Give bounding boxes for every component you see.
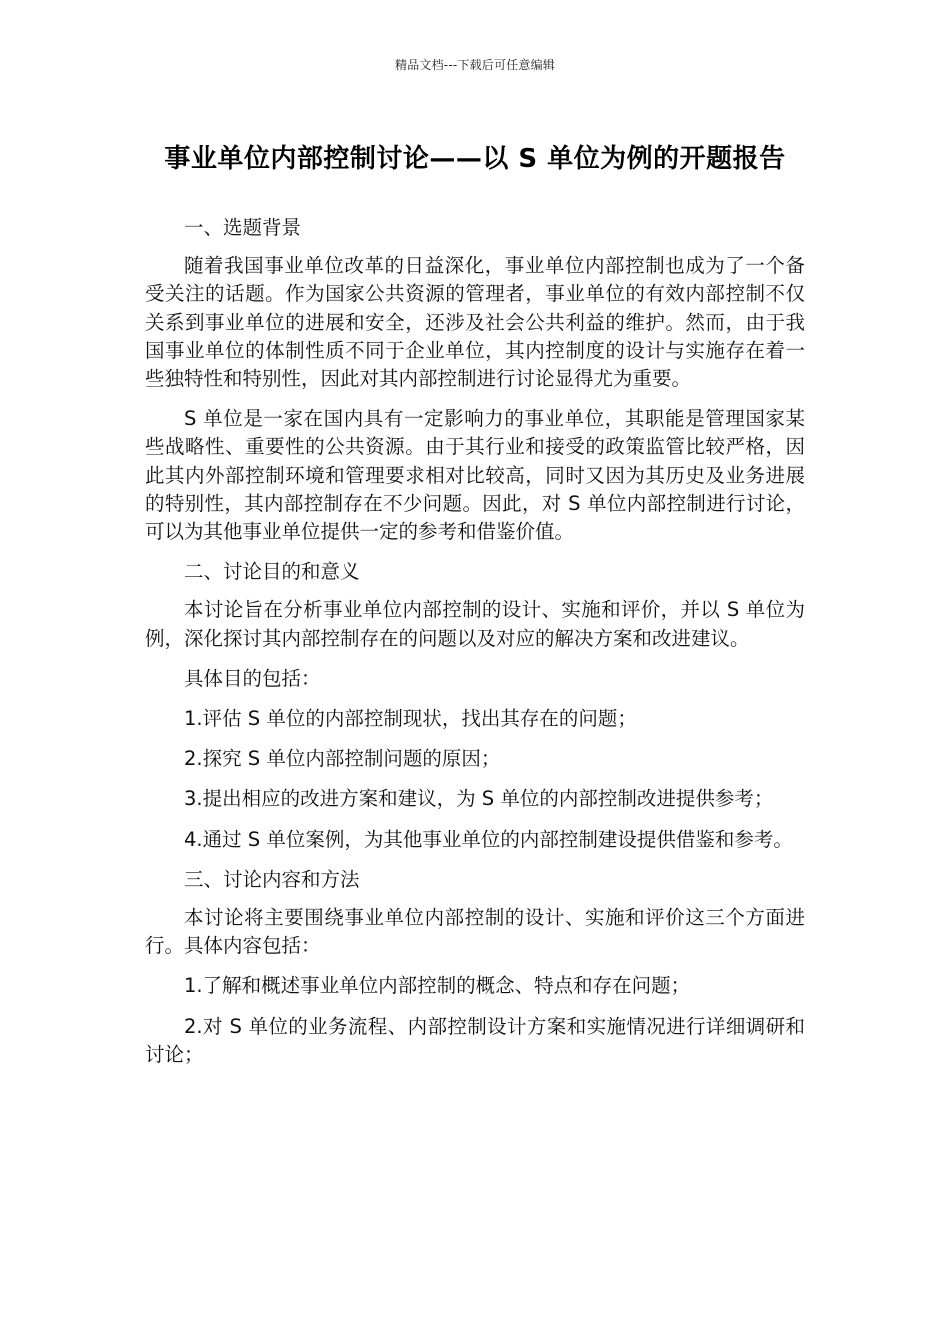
paragraph-specific-goals-label: 具体目的包括： — [184, 666, 321, 690]
list-item-goal-4: 4.通过 S 单位案例，为其他事业单位的内部控制建设提供借鉴和参考。 — [184, 827, 793, 851]
list-item-goal-1: 1.评估 S 单位的内部控制现状，找出其存在的问题； — [184, 707, 637, 731]
section-heading-purpose: 二、讨论目的和意义 — [184, 560, 360, 584]
paragraph-background-2: S 单位是一家在国内具有一定影响力的事业单位，其职能是管理国家某些战略性、重要性的公共资源。由于其行业和接受的政策监管比较严格，因此其内外部控制环境和管理要求相对比较高，同时又因为其历史及业务进展的特别性，其内部控制存在不少问题。因此，对 S 单位内部控制进行讨论，可以为其他事业单位提供一定的参考和借鉴价值。 — [145, 407, 805, 544]
list-item-content-1: 1.了解和概述事业单位内部控制的概念、特点和存在问题； — [184, 974, 691, 998]
document-body — [145, 214, 805, 1081]
paragraph-purpose-intro: 本讨论旨在分析事业单位内部控制的设计、实施和评价，并以 S 单位为例，深化探讨其内部控制存在的问题以及对应的解决方案和改进建议。 — [145, 598, 805, 650]
paragraph-background-1: 随着我国事业单位改革的日益深化，事业单位内部控制也成为了一个备受关注的话题。作为国家公共资源的管理者，事业单位的有效内部控制不仅关系到事业单位的进展和安全，还涉及社会公共利益的维护。然而，由于我国事业单位的体制性质不同于企业单位，其内控制度的设计与实施存在着一些独特性和特别性，因此对其内部控制进行讨论显得尤为重要。 — [145, 254, 805, 391]
list-item-content-2: 2.对 S 单位的业务流程、内部控制设计方案和实施情况进行详细调研和讨论； — [145, 1014, 805, 1066]
list-item-goal-3: 3.提出相应的改进方案和建议，为 S 单位的内部控制改进提供参考； — [184, 787, 774, 811]
paragraph-content-intro: 本讨论将主要围绕事业单位内部控制的设计、实施和评价这三个方面进行。具体内容包括： — [145, 906, 805, 958]
section-heading-content-method: 三、讨论内容和方法 — [184, 867, 360, 891]
running-header: 精品文档---下载后可任意编辑 — [395, 58, 555, 72]
document-title: 事业单位内部控制讨论——以 S 单位为例的开题报告 — [164, 144, 786, 174]
list-item-goal-2: 2.探究 S 单位内部控制问题的原因； — [184, 747, 501, 771]
section-heading-background: 一、选题背景 — [184, 216, 302, 239]
